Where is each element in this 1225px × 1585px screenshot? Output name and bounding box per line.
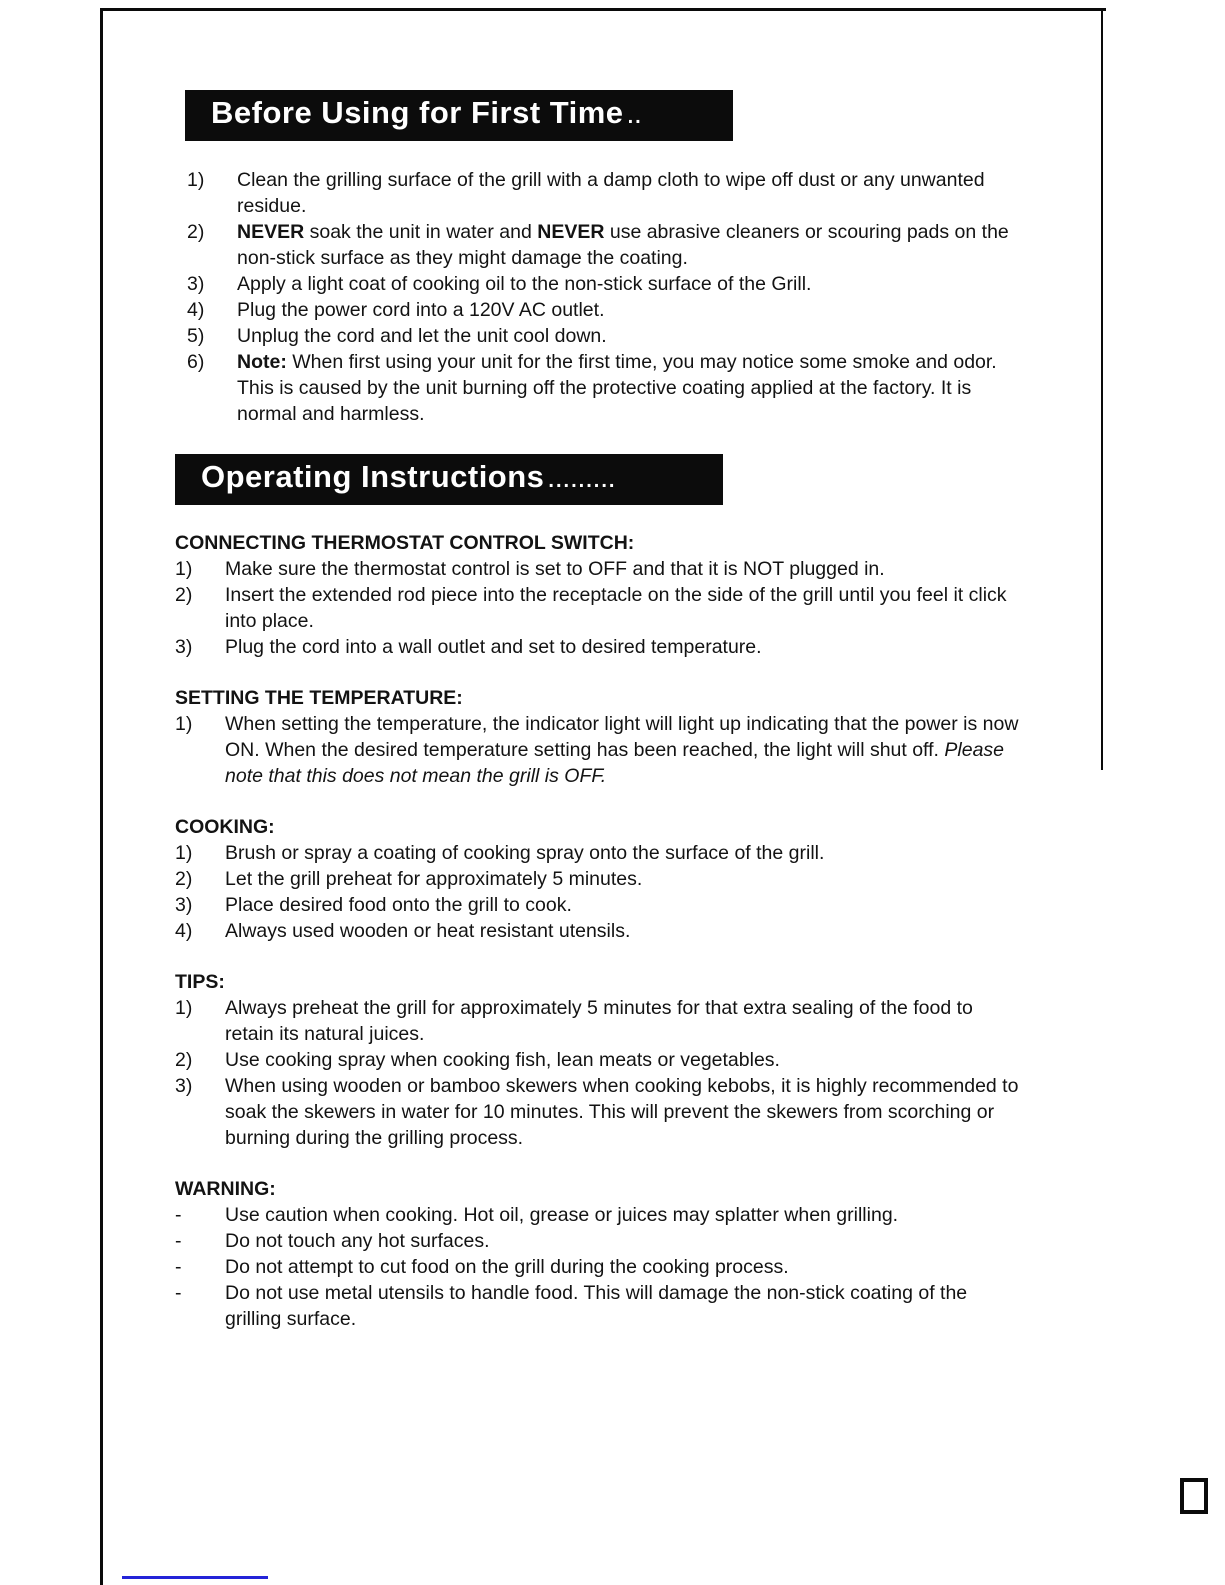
item-text: Brush or spray a coating of cooking spray onto the surface of the grill. [225,842,825,864]
section-title-before-using [185,90,733,141]
item-text [237,219,1023,271]
item-text: Clean the grilling surface of the grill with a damp cloth to wipe off dust or any unwanted residue. [237,169,985,217]
list-item [187,323,1023,349]
item-number: 2) [175,868,193,890]
page-content [175,90,1023,1332]
list-item [187,349,1023,427]
subsection-warning [175,1176,1023,1332]
link-underline[interactable] [122,1576,268,1579]
item-text: Unplug the cord and let the unit cool down. [237,325,607,347]
subsection-heading: CONNECTING THERMOSTAT CONTROL SWITCH: [175,532,635,554]
item-number: 3) [175,1075,193,1097]
section-title-operating-instructions [175,454,723,505]
subsection-heading: TIPS: [175,971,225,993]
subsection-connecting-thermostat [175,530,1023,660]
item-number: 1) [175,713,193,735]
page-border-right [1101,8,1103,770]
item-text: Make sure the thermostat control is set to OFF and that it is NOT plugged in. [225,558,885,580]
bold-text: NEVER [237,221,305,243]
subsection-heading: WARNING: [175,1178,276,1200]
item-number: 3) [175,636,193,658]
item-text: Always preheat the grill for approximately 5 minutes for that extra sealing of the food to retain its natural juices. [225,997,973,1045]
bold-text: NEVER [537,221,605,243]
list-item [175,892,1023,918]
item-number: 1) [175,997,193,1019]
item-number: 2) [175,584,193,606]
list-item [175,1202,1023,1228]
item-text: Always used wooden or heat resistant utensils. [225,920,631,942]
item-text: Apply a light coat of cooking oil to the non-stick surface of the Grill. [237,273,812,295]
list-item [175,556,1023,582]
page-border-left [100,8,103,1585]
item-text: Let the grill preheat for approximately 5 minutes. [225,868,643,890]
plain-text: soak the unit in water and [304,221,538,243]
list-item [175,1047,1023,1073]
list-item [175,711,1023,789]
item-text: Use caution when cooking. Hot oil, grease or juices may splatter when grilling. [225,1204,899,1226]
title-leader-dots: .. [627,106,643,128]
item-text: Place desired food onto the grill to cook. [225,894,572,916]
list-item [175,1228,1023,1254]
page-corner-box [1180,1478,1208,1514]
section-title-text: Before Using for First Time [211,95,624,130]
page-border-top [100,8,1106,11]
item-number: 1) [175,842,193,864]
plain-text: When setting the temperature, the indicator light will light up indicating that the power is now ON. When the desired temperature setting has been reached, the light will shut off. [225,713,1019,761]
before-using-list [187,167,1023,427]
plain-text: use abrasive cleaners or scouring pads on the non-stick surface as they might damage the coating. [237,221,1009,269]
item-number: 4) [187,299,205,321]
item-text: Use cooking spray when cooking fish, lean meats or vegetables. [225,1049,780,1071]
list-item [175,995,1023,1047]
item-text: Do not use metal utensils to handle food. This will damage the non-stick coating of the grilling surface. [225,1282,968,1330]
list-item [175,840,1023,866]
item-number: 4) [175,920,193,942]
item-number: 1) [175,558,193,580]
item-bullet: - [175,1282,182,1304]
item-bullet: - [175,1230,182,1252]
item-number: 3) [187,273,205,295]
list-item [187,167,1023,219]
plain-text: When first using your unit for the first time, you may notice some smoke and odor. This is caused by the unit burning off the protective coating applied at the factory. It is normal and harmless. [237,351,997,425]
subsection-heading: COOKING: [175,816,275,838]
section-title-text: Operating Instructions [201,459,545,494]
item-text: Do not touch any hot surfaces. [225,1230,490,1252]
item-number: 3) [175,894,193,916]
item-text: Do not attempt to cut food on the grill during the cooking process. [225,1256,789,1278]
item-number: 2) [175,1049,193,1071]
list-item [175,1254,1023,1280]
item-number: 2) [187,221,205,243]
item-number: 5) [187,325,205,347]
item-text: Insert the extended rod piece into the receptacle on the side of the grill until you feel it click into place. [225,584,1007,632]
subsection-tips [175,969,1023,1151]
title-leader-dots: ......... [548,470,617,492]
list-item [187,271,1023,297]
item-text: When using wooden or bamboo skewers when cooking kebobs, it is highly recommended to soak the skewers in water for 10 minutes. This will prevent the skewers from scorching or burning during the grilling process. [225,1075,1019,1149]
list-item [175,1280,1023,1332]
subsection-heading: SETTING THE TEMPERATURE: [175,687,463,709]
list-item [175,1073,1023,1151]
item-text: Plug the power cord into a 120V AC outlet. [237,299,605,321]
list-item [175,634,1023,660]
list-item [187,297,1023,323]
bold-text: Note: [237,351,287,373]
subsection-cooking [175,814,1023,944]
subsection-setting-temperature [175,685,1023,789]
item-text: Plug the cord into a wall outlet and set to desired temperature. [225,636,762,658]
item-number: 1) [187,169,205,191]
list-item [175,918,1023,944]
list-item [187,219,1023,271]
item-text [237,349,1023,427]
item-text [225,711,1023,789]
list-item [175,866,1023,892]
italic-text: Please note that this does not mean the grill is OFF. [225,739,1005,787]
item-bullet: - [175,1256,182,1278]
item-bullet: - [175,1204,182,1226]
list-item [175,582,1023,634]
item-number: 6) [187,351,205,373]
